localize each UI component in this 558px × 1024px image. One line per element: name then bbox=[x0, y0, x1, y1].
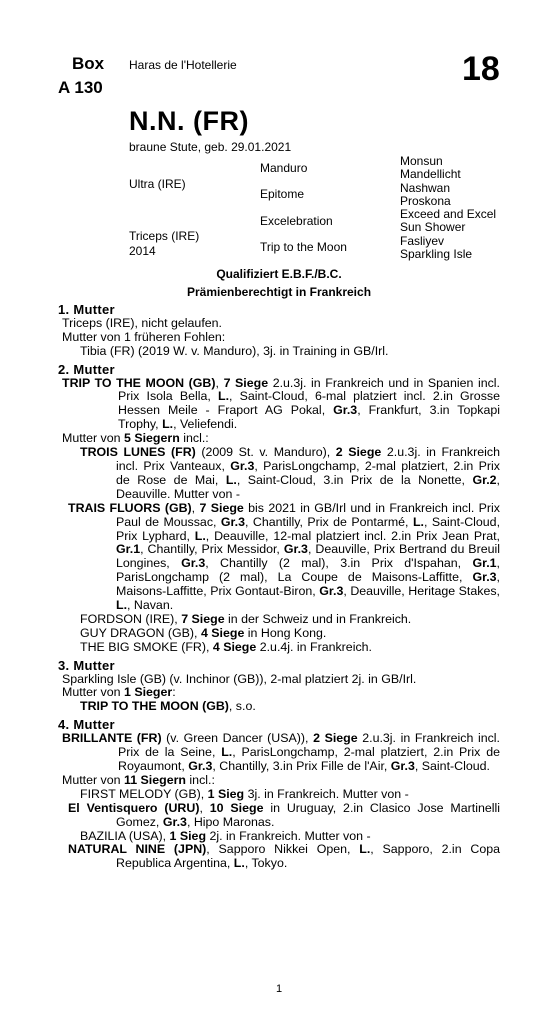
pedigree-dam: Triceps (IRE) bbox=[129, 229, 200, 243]
section-heading-4: 4. Mutter bbox=[58, 717, 115, 733]
dam-produce-intro: Mutter von 1 Sieger: bbox=[62, 685, 176, 700]
runner-entry-el-ventisquero: El Ventisquero (URU), 10 Siege in Uruguay, 2.in Clasico Jose Martinelli Gomez, Gr.3, Hipo Maronas. bbox=[68, 800, 500, 829]
pedigree-dam-dam: Trip to the Moon bbox=[260, 240, 347, 254]
section-heading-2: 2. Mutter bbox=[58, 361, 115, 377]
section-heading-3: 3. Mutter bbox=[58, 657, 115, 673]
dam-produce-intro: Mutter von 5 Siegern incl.: bbox=[62, 431, 209, 446]
runner-entry-brillante: BRILLANTE (FR) (v. Green Dancer (USA)), 2 Siege 2.u.3j. in Frankreich incl. Prix de la Seine, L., ParisLongchamp, 2-mal platziert, 2.in Prix de Royaumont, Gr.3, Chantilly, 3.in Prix Fille de l'Air, Gr.3, Saint-Cloud. bbox=[62, 731, 500, 773]
breeder: Haras de l'Hotellerie bbox=[129, 58, 237, 72]
box-number: A 130 bbox=[58, 78, 103, 97]
runner-entry-guy-dragon: GUY DRAGON (GB), 4 Siege in Hong Kong. bbox=[80, 625, 327, 640]
dam-line: Sparkling Isle (GB) (v. Inchinor (GB)), 2-mal platziert 2j. in GB/Irl. bbox=[62, 671, 417, 686]
pedigree-sdd: Proskona bbox=[400, 194, 451, 208]
section-heading-1: 1. Mutter bbox=[58, 302, 115, 317]
pedigree-dss: Exceed and Excel bbox=[400, 207, 497, 221]
runner-entry-trip-to-the-moon-ref: TRIP TO THE MOON (GB), s.o. bbox=[80, 699, 256, 714]
pedigree-dsd: Sun Shower bbox=[400, 220, 466, 234]
dam-line: Triceps (IRE), nicht gelaufen. bbox=[62, 315, 222, 330]
box-label: Box bbox=[72, 54, 105, 73]
pedigree-ssd: Mandellicht bbox=[400, 167, 461, 181]
pedigree-ddd: Sparkling Isle bbox=[400, 247, 473, 261]
runner-entry-trois-lunes: TROIS LUNES (FR) (2009 St. v. Manduro), 2 Siege 2.u.3j. in Frankreich incl. Prix Vanteaux, Gr.3, ParisLongchamp, 2-mal platziert, 2.in Prix de Rose de Mai, L., Saint-Cloud, 3.in Prix de la Nonette, Gr.2, Deauville. Mutter von - bbox=[80, 445, 500, 501]
runner-entry-the-big-smoke: THE BIG SMOKE (FR), 4 Siege 2.u.4j. in Frankreich. bbox=[80, 639, 372, 654]
dam-produce-intro: Mutter von 11 Siegern incl.: bbox=[62, 772, 215, 787]
runner-entry-trais-fluors: TRAIS FLUORS (GB), 7 Siege bis 2021 in GB/Irl und in Frankreich incl. Prix Paul de Moussac, Gr.3, Chantilly, Prix de Pontarmé, L., Saint-Cloud, Prix Lyphard, L., Deauville, 12-mal platziert incl. 2.in Prix Jean Prat, Gr.1, Chantilly, Prix Messidor, Gr.3, Deauville, Prix Bertrand du Breuil Longines, Gr.3, Chantilly (2 mal), 3.in Prix d'Ispahan, Gr.1, ParisLongchamp (2 mal), La Coupe de Maisons-Laffitte, Gr.3, Maisons-Laffitte, Prix Gontaut-Biron, Gr.3, Deauville, Heritage Stakes, L., Navan. bbox=[68, 500, 501, 613]
qualification-france: Prämienberechtigt in Frankreich bbox=[186, 285, 372, 299]
runner-entry-fordson: FORDSON (IRE), 7 Siege in der Schweiz und in Frankreich. bbox=[80, 611, 412, 626]
runner-entry-first-melody: FIRST MELODY (GB), 1 Sieg 3j. in Frankreich. Mutter von - bbox=[80, 786, 409, 801]
horse-name: N.N. (FR) bbox=[129, 106, 249, 136]
runner-entry-natural-nine: NATURAL NINE (JPN), Sapporo Nikkei Open, L., Sapporo, 2.in Copa Republica Argentina, L., Tokyo. bbox=[68, 842, 500, 871]
dam-produce-intro: Mutter von 1 früheren Fohlen: bbox=[62, 329, 226, 344]
runner-entry-bazilia: BAZILIA (USA), 1 Sieg 2j. in Frankreich. Mutter von - bbox=[80, 828, 371, 843]
horse-description: braune Stute, geb. 29.01.2021 bbox=[129, 140, 292, 154]
pedigree-sire-sire: Manduro bbox=[260, 161, 308, 175]
family-section bbox=[58, 303, 500, 871]
produce-entry: Tibia (FR) (2019 W. v. Manduro), 3j. in Training in GB/Irl. bbox=[80, 343, 389, 358]
pedigree-sire: Ultra (IRE) bbox=[129, 177, 186, 191]
pedigree-sds: Nashwan bbox=[400, 181, 451, 195]
runner-entry-trip-to-the-moon: TRIP TO THE MOON (GB), 7 Siege 2.u.3j. in Frankreich und in Spanien incl. Prix Isola Bella, L., Saint-Cloud, 6-mal platziert incl. 2.in Grosse Hessen Meile - Fraport AG Pokal, Gr.3, Frankfurt, 3.in Topkapi Trophy, L., Veliefendi. bbox=[62, 375, 500, 432]
pedigree-dam-sire: Excelebration bbox=[260, 214, 333, 228]
qualification-ebf: Qualifiziert E.B.F./B.C. bbox=[216, 267, 342, 281]
lot-number: 18 bbox=[462, 50, 500, 88]
pedigree-sire-dam: Epitome bbox=[260, 187, 305, 201]
pedigree-dds: Fasliyev bbox=[400, 234, 445, 248]
pedigree-dam-year: 2014 bbox=[129, 244, 156, 258]
page-number: 1 bbox=[275, 983, 283, 995]
pedigree-sss: Monsun bbox=[400, 154, 443, 168]
